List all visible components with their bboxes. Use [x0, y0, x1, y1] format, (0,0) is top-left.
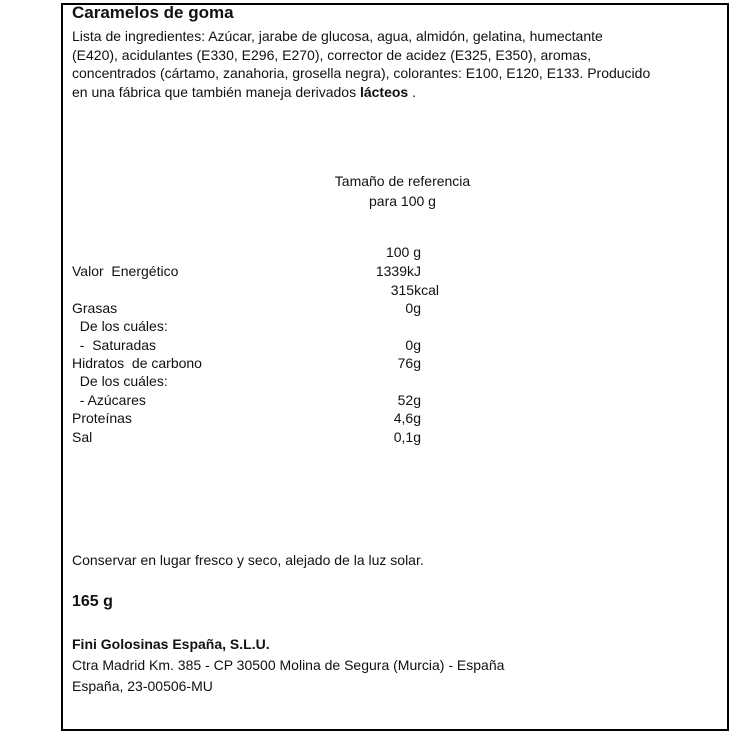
reference-line-1: Tamaño de referencia	[334, 173, 471, 189]
nutrition-row	[0, 282, 735, 300]
nutrition-value: 0,1g	[393, 429, 421, 445]
allergen-text: lácteos	[359, 83, 409, 100]
nutrition-value: 76g	[397, 355, 421, 371]
company-address: Ctra Madrid Km. 385 - CP 30500 Molina de Segura (Murcia) - España	[72, 657, 505, 673]
nutrition-row	[0, 355, 735, 373]
nutrition-label: - Saturadas	[72, 337, 157, 353]
reference-line-2: para 100 g	[369, 193, 436, 209]
nutrition-label: De los cuáles:	[72, 373, 168, 389]
nutrition-label: Valor Energético	[72, 263, 179, 279]
nutrition-row	[0, 300, 735, 318]
reference-size	[300, 171, 505, 211]
nutrition-row	[0, 263, 735, 281]
nutrition-value: 4,6g	[393, 410, 421, 426]
ingredients-end: .	[408, 83, 416, 100]
storage-instructions: Conservar en lugar fresco y seco, alejado de la luz solar.	[72, 552, 424, 568]
nutrition-label: Hidratos de carbono	[72, 355, 202, 371]
nutrition-label: - Azúcares	[72, 392, 146, 408]
nutrition-value: 0g	[405, 300, 421, 316]
nutrition-row	[0, 373, 735, 391]
column-header-value: 100 g	[385, 244, 421, 260]
registry-number: España, 23-00506-MU	[72, 678, 213, 694]
ingredients-list	[72, 27, 652, 101]
nutrition-row	[0, 410, 735, 428]
nutrition-value: 1339kJ	[375, 263, 421, 279]
nutrition-label: Sal	[72, 429, 93, 445]
nutrition-row	[0, 337, 735, 355]
nutrition-column-header	[0, 244, 735, 262]
nutrition-row	[0, 318, 735, 336]
nutrition-row	[0, 392, 735, 410]
nutrition-label: Grasas	[72, 300, 118, 316]
product-title: Caramelos de goma	[72, 3, 234, 22]
nutrition-label: Proteínas	[72, 410, 132, 426]
ingredients-text: Lista de ingredientes: Azúcar, jarabe de glucosa, agua, almidón, gelatina, humectante (E420), acidulantes (E330, E296, E270), corrector de acidez (E325, E350), aromas, concentrados (cártamo, zanahoria, grosella negra), colorantes: E100, E120, E133. Producido en una fábrica que también maneja derivados	[72, 28, 651, 100]
net-weight: 165 g	[72, 593, 113, 610]
nutrition-label: De los cuáles:	[72, 318, 168, 334]
nutrition-value: 315kcal	[390, 282, 439, 298]
nutrition-value: 52g	[397, 392, 421, 408]
company-name: Fini Golosinas España, S.L.U.	[72, 636, 270, 652]
nutrition-value: 0g	[405, 337, 421, 353]
nutrition-row	[0, 429, 735, 447]
